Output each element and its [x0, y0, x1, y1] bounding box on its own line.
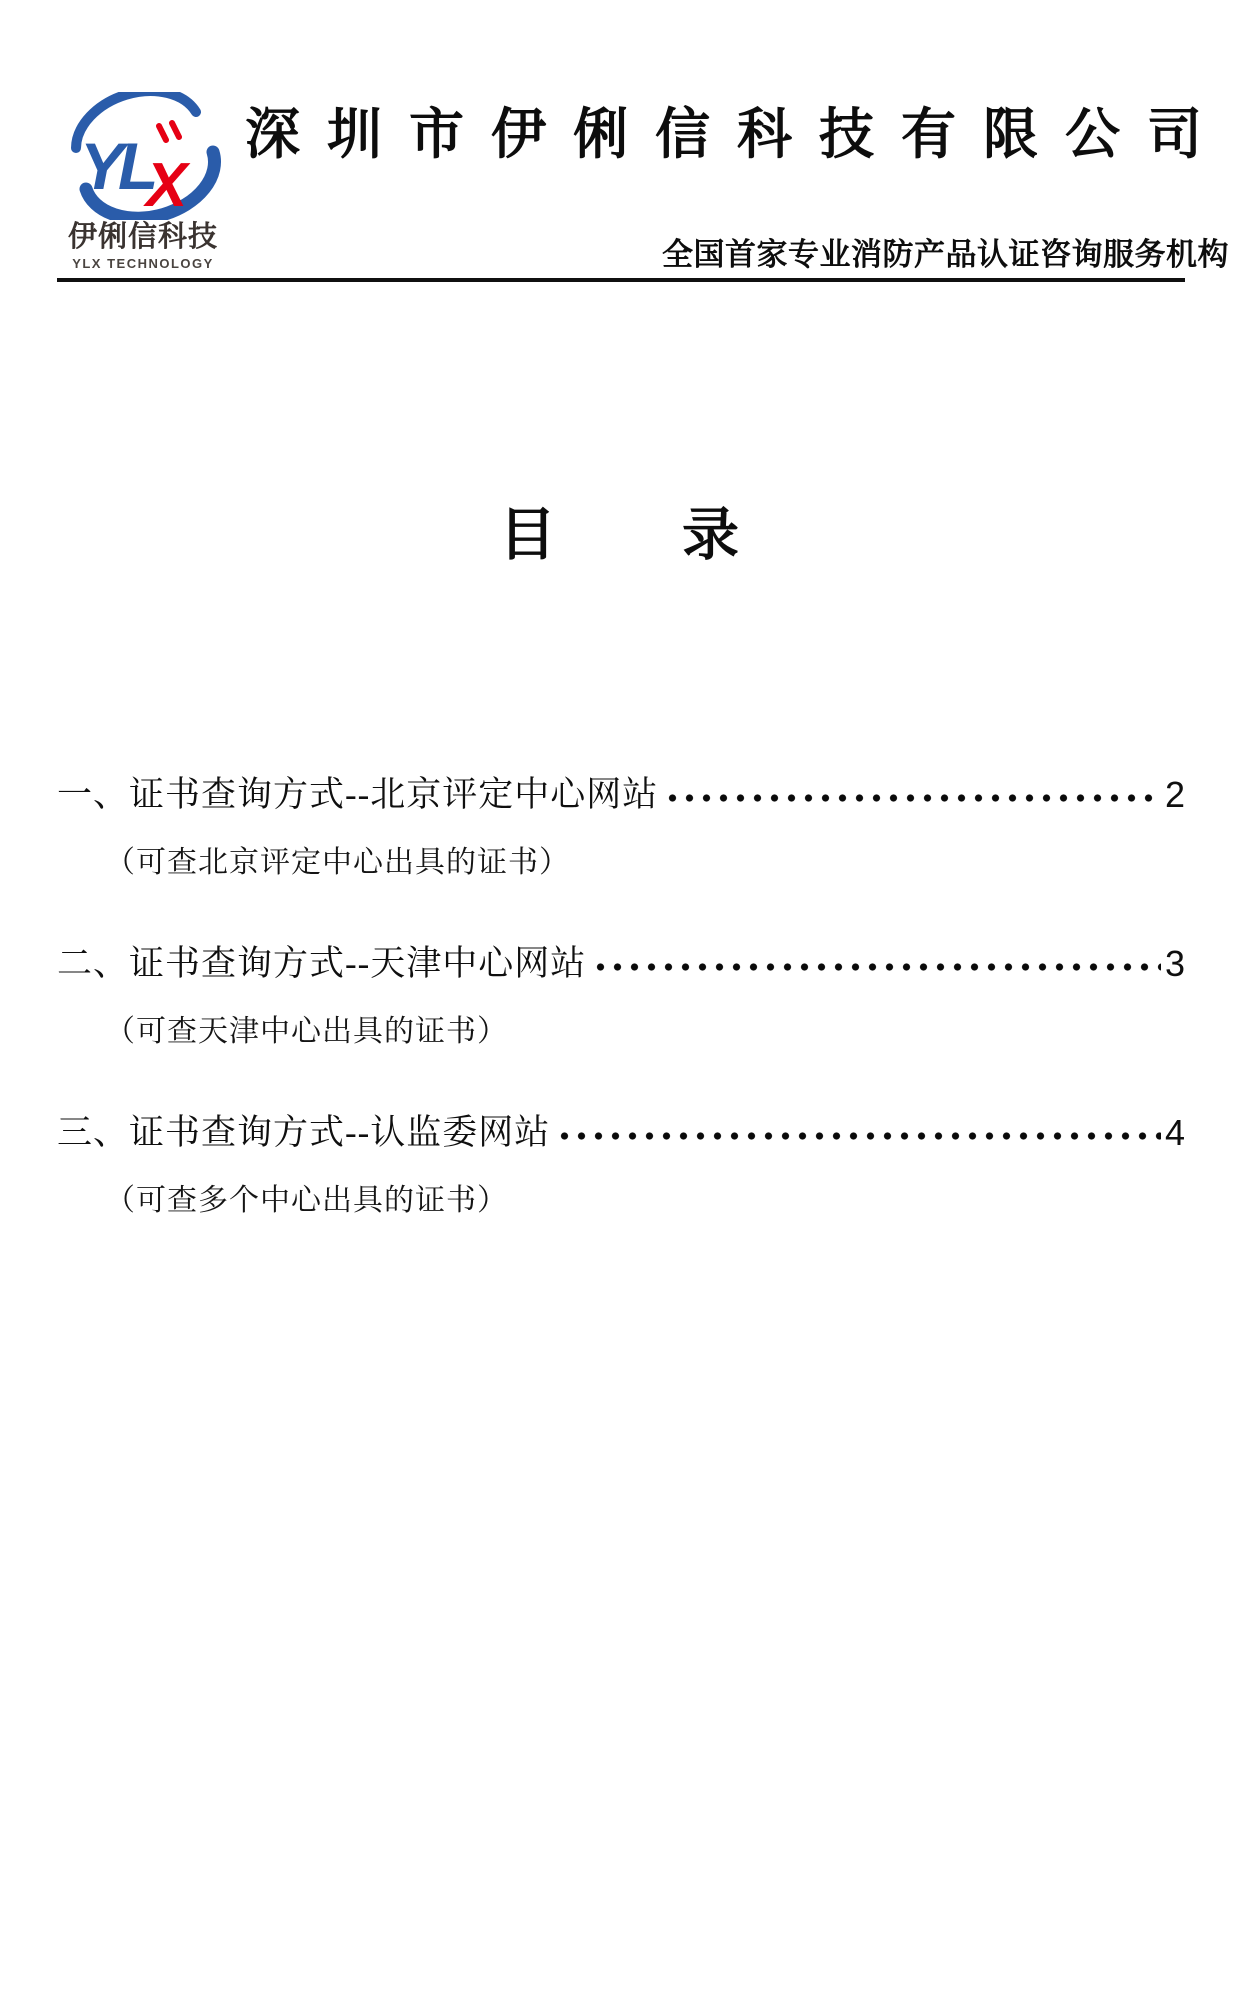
toc-entry-note: （可查天津中心出具的证书）: [105, 1014, 508, 1048]
toc-entry-label[interactable]: 一、证书查询方式--北京评定中心网站: [57, 775, 659, 815]
toc-entry-page-number[interactable]: 3: [1164, 943, 1185, 985]
toc-entry: [57, 773, 1185, 882]
logo-ditto-marks: [159, 123, 179, 140]
toc-list: [57, 773, 1185, 1219]
toc-entry-row-2[interactable]: [57, 942, 1185, 986]
toc-entry-page-number[interactable]: 4: [1164, 1111, 1185, 1153]
toc-entry-label[interactable]: 三、证书查询方式--认监委网站: [57, 1112, 551, 1152]
logo-en-name: YLX TECHNOLOGY: [72, 255, 214, 271]
toc-entry-row-1[interactable]: [57, 773, 1185, 817]
toc-entry-row-3[interactable]: [57, 1111, 1185, 1155]
logo-letters-yl: YL: [80, 129, 153, 203]
toc-title: 目 录: [499, 504, 743, 567]
company-tagline: 全国首家专业消防产品认证咨询服务机构: [662, 236, 1230, 272]
dot-leader: [556, 1130, 1161, 1142]
logo-cn-name: 伊俐信科技: [67, 221, 218, 253]
company-logo: [57, 92, 229, 274]
ylx-logo-icon: [62, 92, 224, 220]
company-name: 深圳市伊俐信科技有限公司: [245, 104, 1230, 165]
toc-entry-note: （可查北京评定中心出具的证书）: [105, 846, 570, 880]
dot-leader: [664, 792, 1161, 804]
letterhead: [57, 0, 1230, 282]
dot-leader: [592, 961, 1161, 973]
letterhead-right: [229, 92, 1229, 274]
toc-entry-note: （可查多个中心出具的证书）: [105, 1183, 508, 1217]
toc-entry-label[interactable]: 二、证书查询方式--天津中心网站: [57, 944, 587, 984]
logo-letter-x: X: [146, 151, 188, 220]
toc-entry: [57, 942, 1185, 1051]
toc-entry-page-number[interactable]: 2: [1164, 774, 1185, 816]
toc-entry: [57, 1111, 1185, 1220]
